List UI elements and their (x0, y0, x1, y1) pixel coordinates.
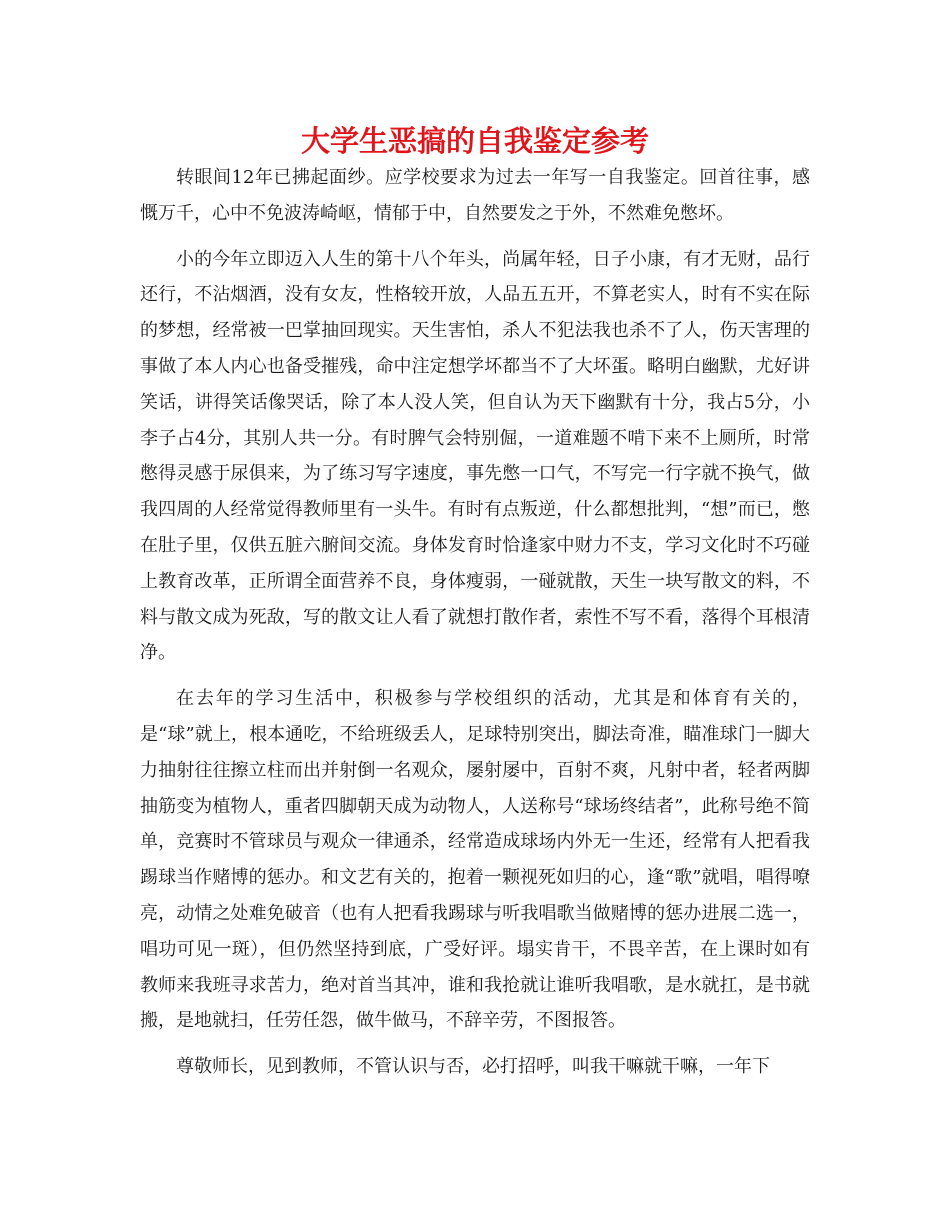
document-body (140, 160, 810, 1085)
document-title: 大学生恶搞的自我鉴定参考 (300, 124, 649, 158)
paragraph: 转眼间12年已拂起面纱。应学校要求为过去一年写一自我鉴定。回首往事，感慨万千，心中不免波涛崎岖，情郁于中，自然要发之于外，不然难免憋坏。 (140, 167, 810, 224)
paragraph: 小的今年立即迈入人生的第十八个年头，尚属年轻，日子小康，有才无财，品行还行，不沾烟酒，没有女友，性格较开放，人品五五开，不算老实人，时有不实在际的梦想，经常被一巴掌抽回现实。天生害怕，杀人不犯法我也杀不了人，伤天害理的事做了本人内心也备受摧残，命中注定想学坏都当不了大坏蛋。略明白幽默，尤好讲笑话，讲得笑话像哭话，除了本人没人笑，但自认为天下幽默有十分，我占5分，小李子占4分，其别人共一分。有时脾气会特别倔，一道难题不啃下来不上厕所，时常憋得灵感于尿俱来，为了练习写字速度，事先憋一口气，不写完一行字就不换气，做我四周的人经常觉得教师里有一头牛。有时有点叛逆，什么都想批判，“想”而已，憋在肚子里，仅供五脏六腑间交流。身体发育时恰逢家中财力不支，学习文化时不巧碰上教育改革，正所谓全面营养不良，身体瘦弱，一碰就散，天生一块写散文的料，不料与散文成为死敌，写的散文让人看了就想打散作者，索性不写不看，落得个耳根清净。 (140, 248, 810, 664)
paragraph: 尊敬师长，见到教师，不管认识与否，必打招呼，叫我干嘛就干嘛，一年下 (176, 1056, 770, 1078)
paragraph: 在去年的学习生活中，积极参与学校组织的活动，尤其是和体育有关的，是“球”就上，根本通吃，不给班级丢人，足球特别突出，脚法奇准，瞄准球门一脚大力抽射往往擦立柱而出并射倒一名观众，屡射屡中，百射不爽，凡射中者，轻者两脚抽筋变为植物人，重者四脚朝天成为动物人，人送称号“球场终结者”，此称号绝不简单，竞赛时不管球员与观众一律通杀，经常造成球场内外无一生还，经常有人把看我踢球当作赌博的惩办。和文艺有关的，抱着一颗视死如归的心，逢“歌”就唱，唱得嘹亮，动情之处难免破音（也有人把看我踢球与听我唱歌当做赌博的惩办进展二选一，唱功可见一斑），但仍然坚持到底，广受好评。塌实肯干，不畏辛苦，在上课时如有教师来我班寻求苦力，绝对首当其冲，谁和我抢就让谁听我唱歌，是水就扛，是书就搬，是地就扫，任劳任怨，做牛做马，不辞辛劳，不图报答。 (140, 688, 810, 1032)
